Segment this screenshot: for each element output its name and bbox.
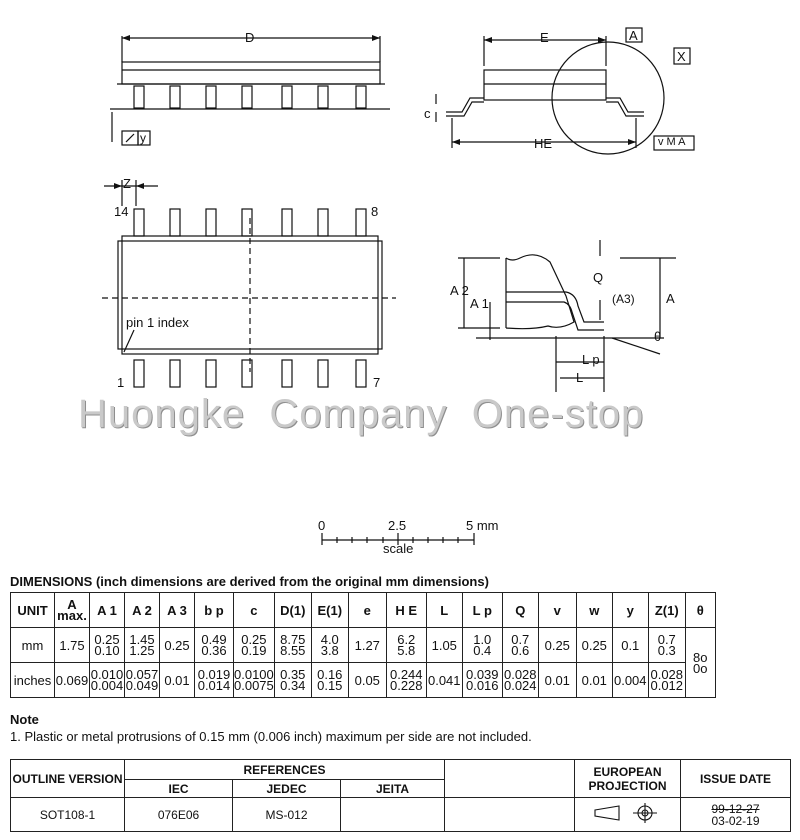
value-cell: 0.039 0.016 [462, 663, 502, 698]
value-cell: 0.069 [55, 663, 90, 698]
dim-E-label: E [540, 30, 549, 45]
dim-HE-label: HE [534, 136, 553, 151]
value-cell: 0.028 0.024 [502, 663, 538, 698]
value-cell: 0.028 0.012 [648, 663, 685, 698]
value-cell: 0.25 [538, 628, 576, 663]
header-cell: Z(1) [648, 593, 685, 628]
value-cell: 1.0 0.4 [462, 628, 502, 663]
header-cell: UNIT [11, 593, 55, 628]
issue-date-header: ISSUE DATE [681, 760, 791, 798]
header-cell: y [612, 593, 648, 628]
header-cell: Q [502, 593, 538, 628]
dim-theta-label: θ [654, 329, 662, 344]
header-cell: E(1) [311, 593, 348, 628]
pin-1-index-label: pin 1 index [126, 315, 189, 330]
header-cell: c [234, 593, 275, 628]
value-cell: 0.01 [576, 663, 612, 698]
note-heading: Note [10, 712, 39, 727]
header-cell: H E [386, 593, 426, 628]
header-cell: e [348, 593, 386, 628]
value-cell: 1.45 1.25 [125, 628, 160, 663]
header-cell: A 2 [125, 593, 160, 628]
ref-y-label: y [140, 131, 146, 145]
dim-A3-label: (A3) [612, 292, 635, 306]
unit-cell: inches [11, 663, 55, 698]
side-view-leads [134, 86, 366, 108]
header-cell: b p [195, 593, 234, 628]
pin-1-label: 1 [117, 375, 125, 390]
value-cell: 0.004 [612, 663, 648, 698]
dimensions-mm-row [11, 628, 716, 663]
theta-cell: 8o 0o [685, 628, 715, 698]
dimensions-title: DIMENSIONS (inch dimensions are derived from the original mm dimensions) [10, 574, 489, 589]
value-cell: 0.25 0.10 [90, 628, 125, 663]
scale-2-5: 2.5 [388, 518, 407, 533]
iec-value: 076E06 [125, 798, 233, 832]
scale-0: 0 [318, 518, 326, 533]
jeita-value [341, 798, 445, 832]
outline-version-header: OUTLINE VERSION [11, 760, 125, 798]
pin-8-label: 8 [371, 204, 379, 219]
watermark: Huongke Company One-stop [78, 392, 645, 436]
header-cell: θ [685, 593, 715, 628]
european-projection-header: EUROPEAN PROJECTION [575, 760, 681, 798]
ref-A-label: A [629, 28, 638, 43]
outline-version-value: SOT108-1 [11, 798, 125, 832]
jedec-header: JEDEC [233, 780, 341, 798]
ref-X-label: X [677, 49, 686, 64]
value-cell: 8.75 8.55 [274, 628, 311, 663]
value-cell: 0.057 0.049 [125, 663, 160, 698]
value-cell: 0.7 0.6 [502, 628, 538, 663]
first-angle-projection-icon [589, 802, 667, 824]
value-cell: 0.041 [426, 663, 462, 698]
value-cell: 6.2 5.8 [386, 628, 426, 663]
dimensions-table [10, 592, 716, 698]
jedec-value: MS-012 [233, 798, 341, 832]
projection-symbol-cell [575, 798, 681, 832]
dim-L-label: L [576, 370, 584, 385]
header-cell: A 3 [160, 593, 195, 628]
jeita-header: JEITA [341, 780, 445, 798]
pin-7-label: 7 [373, 375, 381, 390]
dimensions-header-row [11, 593, 716, 628]
tolerance-box: v M A [658, 136, 686, 148]
value-cell: 1.05 [426, 628, 462, 663]
header-cell: w [576, 593, 612, 628]
value-cell: 0.25 0.19 [234, 628, 275, 663]
dim-Lp-label: L p [582, 352, 600, 367]
value-cell: 0.05 [348, 663, 386, 698]
dim-A2-label: A 2 [450, 283, 469, 298]
pin-14-label: 14 [114, 204, 129, 219]
dimensions-inches-row [11, 663, 716, 698]
dim-Z-label: Z [123, 176, 131, 191]
side-view-body [122, 62, 380, 84]
unit-cell: mm [11, 628, 55, 663]
value-cell: 0.25 [576, 628, 612, 663]
value-cell: 0.1 [612, 628, 648, 663]
dim-D-label: D [245, 30, 255, 45]
dim-c-label: c [424, 106, 431, 121]
projection-spacer [445, 798, 575, 832]
header-cell: D(1) [274, 593, 311, 628]
value-cell: 4.0 3.8 [311, 628, 348, 663]
header-cell: A 1 [90, 593, 125, 628]
value-cell: 0.01 [538, 663, 576, 698]
value-cell: 0.49 0.36 [195, 628, 234, 663]
value-cell: 0.010 0.004 [90, 663, 125, 698]
issue-date-1: 99-12-27 [711, 801, 760, 816]
value-cell: 0.25 [160, 628, 195, 663]
header-cell: A max. [55, 593, 90, 628]
value-cell: 0.35 0.34 [274, 663, 311, 698]
references-header: REFERENCES [125, 760, 445, 780]
value-cell: 1.27 [348, 628, 386, 663]
top-view-leads-bottom [134, 360, 366, 387]
dim-A-label: A [666, 291, 675, 306]
issue-date-2: 03-02-19 [711, 813, 760, 828]
end-view-body [484, 70, 606, 100]
dim-A1-label: A 1 [470, 296, 489, 311]
value-cell: 1.75 [55, 628, 90, 663]
scale-5mm: 5 mm [466, 518, 499, 533]
scale-caption: scale [383, 541, 414, 556]
header-cell: v [538, 593, 576, 628]
note-text: 1. Plastic or metal protrusions of 0.15 mm (0.006 inch) maximum per side are not included. [10, 729, 532, 744]
value-cell: 0.7 0.3 [648, 628, 685, 663]
value-cell: 0.019 0.014 [195, 663, 234, 698]
value-cell: 0.01 [160, 663, 195, 698]
header-cell: L p [462, 593, 502, 628]
iec-header: IEC [125, 780, 233, 798]
header-cell: L [426, 593, 462, 628]
dim-Q-label: Q [593, 270, 604, 285]
outline-table [10, 759, 791, 832]
value-cell: 0.16 0.15 [311, 663, 348, 698]
value-cell: 0.0100 0.0075 [234, 663, 275, 698]
value-cell: 0.244 0.228 [386, 663, 426, 698]
